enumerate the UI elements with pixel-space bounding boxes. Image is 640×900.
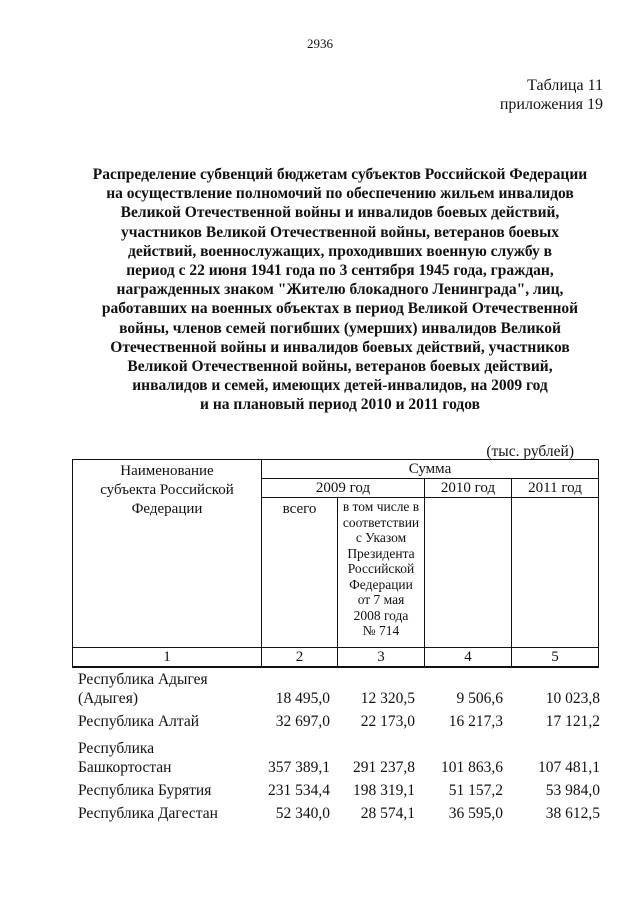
note-line: Федерации	[349, 576, 413, 592]
header-total: всего	[262, 498, 338, 648]
header-including-decree	[338, 498, 425, 648]
note-line: в том числе в	[342, 499, 420, 514]
cell-2010: 36 595,0	[448, 805, 503, 822]
appendix-reference	[500, 76, 603, 114]
note-line: Президента	[347, 545, 415, 561]
cell-decree-2009: 22 173,0	[360, 713, 415, 730]
row-name-line: Республика Бурятия	[78, 782, 212, 799]
note-line: от 7 мая	[357, 592, 405, 607]
cell-decree-2009: 198 319,1	[353, 782, 415, 799]
title-line: награжденных знаком "Жителю блокадного Ленинграда", лиц,	[116, 281, 564, 299]
header-blank-2010	[425, 498, 512, 648]
header-subject-name	[73, 460, 262, 648]
cell-2010: 101 863,6	[441, 759, 503, 776]
title-line: войны, членов семей погибших (умерших) инвалидов Великой	[119, 319, 561, 337]
header-year-2010: 2010 год	[425, 479, 512, 498]
table-label: Таблица 11	[527, 77, 603, 94]
title-line: Великой Отечественной войны и инвалидов боевых действий,	[120, 204, 560, 222]
table-body	[72, 670, 606, 823]
column-number: 3	[338, 648, 425, 668]
cell-2010: 9 506,6	[456, 690, 503, 707]
row-subject-name	[72, 670, 268, 708]
header-year-2009: 2009 год	[262, 479, 425, 498]
row-subject-name	[72, 712, 268, 731]
table-row	[72, 739, 606, 777]
cell-decree-2009: 291 237,8	[353, 759, 415, 776]
row-name-line: Республика	[78, 740, 155, 757]
appendix-label: приложения 19	[499, 96, 603, 113]
row-subject-name	[72, 781, 268, 800]
cell-total-2009: 32 697,0	[275, 713, 330, 730]
table-row	[72, 804, 606, 823]
note-line: 2008 года	[353, 607, 409, 623]
note-line: с Указом	[355, 530, 407, 545]
title-line: работавших на военных объектах в период Великой Отечественной	[101, 300, 579, 318]
row-subject-name	[72, 739, 268, 777]
row-name-line: Республика Дагестан	[78, 805, 218, 822]
column-number-row	[73, 648, 599, 668]
row-name-line: Республика Адыгея	[78, 671, 208, 688]
row-name-line: Башкортостан	[78, 759, 172, 776]
row-subject-name	[72, 804, 268, 823]
cell-total-2009: 231 534,4	[268, 782, 330, 799]
cell-2011: 10 023,8	[545, 690, 600, 707]
column-number: 5	[512, 648, 599, 668]
header-name-line: Наименование	[120, 463, 214, 479]
header-sum: Сумма	[262, 460, 599, 479]
cell-2011: 107 481,1	[538, 759, 600, 776]
cell-2010: 51 157,2	[448, 782, 503, 799]
title-line: Отечественной войны и инвалидов боевых действий, участников	[110, 338, 570, 356]
title-line: Великой Отечественной войны, ветеранов боевых действий,	[127, 358, 553, 376]
cell-2011: 53 984,0	[545, 782, 600, 799]
cell-decree-2009: 12 320,5	[360, 690, 415, 707]
table-row	[72, 781, 606, 800]
header-blank-2011	[512, 498, 599, 648]
cell-total-2009: 357 389,1	[268, 759, 330, 776]
cell-total-2009: 52 340,0	[275, 805, 330, 822]
cell-2010: 16 217,3	[448, 713, 503, 730]
header-name-line: Федерации	[131, 501, 203, 517]
row-name-line: (Адыгея)	[78, 690, 138, 707]
table-row	[72, 712, 606, 731]
table-row	[72, 670, 606, 708]
column-number: 1	[73, 648, 262, 668]
title-line: участников Великой Отечественной войны, ветеранов боевых	[121, 223, 559, 241]
cell-2011: 38 612,5	[545, 805, 600, 822]
unit-label: (тыс. рублей)	[486, 443, 574, 460]
column-number: 4	[425, 648, 512, 668]
document-title	[70, 165, 610, 415]
note-line: соответствии	[342, 514, 420, 530]
note-line: Российской	[347, 561, 415, 576]
page-number: 2936	[307, 36, 333, 51]
title-line: и на плановый период 2010 и 2011 годов	[200, 396, 480, 414]
cell-decree-2009: 28 574,1	[360, 805, 415, 822]
title-line: период с 22 июня 1941 года по 3 сентября 1945 года, граждан,	[126, 262, 554, 280]
table-header	[72, 459, 599, 668]
column-number: 2	[262, 648, 338, 668]
note-line: № 714	[362, 623, 400, 638]
title-line: инвалидов и семей, имеющих детей-инвалидов, на 2009 год	[132, 377, 548, 395]
title-line: на осуществление полномочий по обеспечению жильем инвалидов	[106, 185, 574, 203]
header-year-2011: 2011 год	[512, 479, 599, 498]
title-line: Распределение субвенций бюджетам субъектов Российской Федерации	[92, 166, 588, 183]
cell-total-2009: 18 495,0	[275, 690, 330, 707]
cell-2011: 17 121,2	[545, 713, 600, 730]
header-name-line: субъекта Российской	[100, 482, 234, 498]
title-line: действий, военнослужащих, проходивших военную службу в	[128, 242, 552, 260]
row-name-line: Республика Алтай	[78, 713, 200, 730]
